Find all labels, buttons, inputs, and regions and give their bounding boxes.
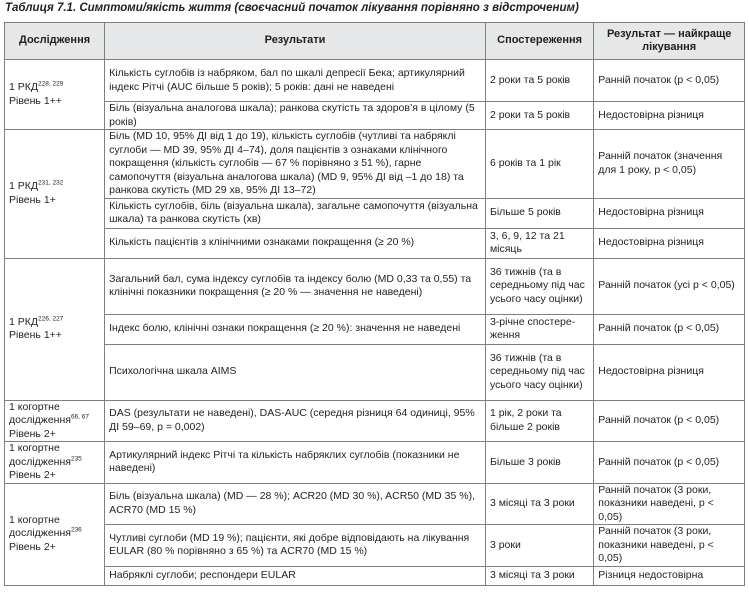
observation-cell: 3-річне спостереження bbox=[485, 314, 593, 344]
observation-cell: 6 років та 1 рік bbox=[485, 130, 593, 199]
best-treatment-cell: Недостовірна різниця bbox=[594, 102, 745, 130]
observation-cell: 36 тижнів (та в середньому під час усього часу оцінки) bbox=[485, 258, 593, 314]
result-cell: Кількість пацієнтів з клінічними ознаками покращення (≥ 20 %) bbox=[105, 228, 486, 258]
table-row bbox=[5, 566, 745, 585]
result-cell: Загальний бал, сума індексу суглобів та індексу болю (MD 0,33 та 0,55) та клінічні показники покращення (≥ 20 % — значення не наведені) bbox=[105, 258, 486, 314]
result-cell: Біль (візуальна аналогова шкала); ранкова скутість та здоров’я в цілому (5 років) bbox=[105, 102, 486, 130]
evidence-level: Рівень 1++ bbox=[9, 94, 62, 107]
study-name: 1 когортне дослідження bbox=[9, 442, 71, 468]
result-cell: Артикулярний індекс Рітчі та кількість набряклих суглобів (показники не наведені) bbox=[105, 442, 486, 484]
table-row bbox=[5, 130, 745, 199]
table-header-row bbox=[5, 23, 745, 60]
study-cell bbox=[5, 400, 105, 442]
observation-cell: Більше 3 років bbox=[485, 442, 593, 484]
evidence-level: Рівень 2+ bbox=[9, 540, 56, 553]
observation-cell: 1 рік, 2 роки та більше 2 років bbox=[485, 400, 593, 442]
result-cell: Індекс болю, клінічні ознаки покращення (≥ 20 %): значення не наведені bbox=[105, 314, 486, 344]
observation-cell: 3 місяці та 3 роки bbox=[485, 566, 593, 585]
study-cell bbox=[5, 130, 105, 259]
table-row bbox=[5, 400, 745, 442]
table-row bbox=[5, 314, 745, 344]
table-row bbox=[5, 525, 745, 567]
table-caption: Таблиця 7.1. Симптоми/якість життя (своєчасний початок лікування порівняно з відстроченим) bbox=[5, 2, 579, 14]
result-cell: Кількість суглобів, біль (візуальна шкала), загальне самопочуття (візуальна шкала) та ранкова скутість (хв) bbox=[105, 198, 486, 228]
study-references: 66, 67 bbox=[70, 413, 90, 421]
table-row bbox=[5, 258, 745, 314]
result-cell: Психологічна шкала AIMS bbox=[105, 344, 486, 400]
result-cell: DAS (результати не наведені), DAS-AUC (середня різниця 64 одиниці, 95% ДІ 59–69, р = 0,002) bbox=[105, 400, 486, 442]
study-references: 226, 227 bbox=[38, 315, 64, 322]
best-treatment-cell: Ранній початок (р < 0,05) bbox=[594, 314, 745, 344]
evidence-level: Рівень 1+ bbox=[9, 193, 56, 206]
best-treatment-cell: Ранній початок (р < 0,05) bbox=[594, 442, 745, 484]
observation-cell: 3 роки bbox=[485, 525, 593, 567]
study-references: 235 bbox=[70, 455, 82, 462]
study-references: 228, 229 bbox=[38, 80, 64, 88]
study-cell bbox=[5, 442, 105, 484]
study-cell bbox=[5, 60, 105, 130]
best-treatment-cell: Ранній початок (р < 0,05) bbox=[594, 60, 745, 102]
best-treatment-cell: Недостовірна різниця bbox=[594, 344, 745, 400]
observation-cell: 2 роки та 5 років bbox=[485, 60, 593, 102]
table-body bbox=[5, 60, 745, 586]
result-cell: Чутливі суглоби (MD 19 %); пацієнти, які добре відповідають на лікування EULAR (80 % порівняно з 65 %) та ACR70 (MD 15 %) bbox=[105, 525, 486, 567]
header-observation: Спостереження bbox=[485, 23, 593, 60]
table-row bbox=[5, 228, 745, 258]
evidence-level: Рівень 2+ bbox=[9, 427, 56, 440]
observation-cell: Більше 5 років bbox=[485, 198, 593, 228]
study-cell bbox=[5, 483, 105, 585]
best-treatment-cell: Недостовірна різниця bbox=[594, 228, 745, 258]
best-treatment-cell: Ранній початок (усі р < 0,05) bbox=[594, 258, 745, 314]
table-row bbox=[5, 60, 745, 102]
table-row bbox=[5, 102, 745, 130]
table-row bbox=[5, 198, 745, 228]
evidence-level: Рівень 2+ bbox=[9, 469, 56, 481]
study-references: 231, 232 bbox=[38, 179, 64, 187]
best-treatment-cell: Ранній початок (3 роки, показники наведені, р < 0,05) bbox=[594, 525, 745, 567]
best-treatment-cell: Недостовірна різниця bbox=[594, 198, 745, 228]
result-cell: Набряклі суглоби; респондери EULAR bbox=[105, 566, 486, 585]
result-cell: Кількість суглобів із набряком, бал по шкалі депресії Бека; артикулярний індекс Рітчі (AUC більше 5 років); 5 років: дані не наведені bbox=[105, 60, 486, 102]
study-references: 236 bbox=[70, 526, 82, 534]
study-name: 1 РКД bbox=[9, 81, 38, 93]
table-row bbox=[5, 442, 745, 484]
study-name: 1 когортне дослідження bbox=[9, 513, 71, 540]
observation-cell: 2 роки та 5 років bbox=[485, 102, 593, 130]
study-name: 1 РКД bbox=[9, 315, 38, 328]
best-treatment-cell: Ранній початок (значення для 1 року, р < 0,05) bbox=[594, 130, 745, 199]
study-name: 1 РКД bbox=[9, 180, 38, 193]
results-table bbox=[4, 22, 745, 586]
header-results: Результати bbox=[105, 23, 486, 60]
header-study: Дослідження bbox=[5, 23, 105, 60]
study-name: 1 когортне дослідження bbox=[9, 400, 71, 426]
best-treatment-cell: Ранній початок (3 роки, показники наведені, р < 0,05) bbox=[594, 483, 745, 525]
study-cell bbox=[5, 258, 105, 400]
observation-cell: 3 місяці та 3 роки bbox=[485, 483, 593, 525]
best-treatment-cell: Різниця недостовірна bbox=[594, 566, 745, 585]
observation-cell: 36 тижнів (та в середньому під час усього часу оцінки) bbox=[485, 344, 593, 400]
best-treatment-cell: Ранній початок (р < 0,05) bbox=[594, 400, 745, 442]
evidence-level: Рівень 1++ bbox=[9, 329, 62, 341]
result-cell: Біль (візуальна шкала) (MD — 28 %); ACR20 (MD 30 %), ACR50 (MD 35 %), ACR70 (MD 15 %) bbox=[105, 483, 486, 525]
result-cell: Біль (MD 10, 95% ДІ від 1 до 19), кількість суглобів (чутливі та набряклі суглоби — MD 39, 95% ДІ 4–74), доля пацієнтів з ознаками клінічного покращення (кількість суглобів — 67 % порівняно з 51 %), гарне самопочуття (візуальна аналогова шкала) (MD 9, 95% ДІ від –1 до 18) та ранкова скутість (MD 29 хв, 95% ДІ 13–72) bbox=[105, 130, 486, 199]
observation-cell: 3, 6, 9, 12 та 21 місяць bbox=[485, 228, 593, 258]
header-best-treatment: Результат — найкраще лікування bbox=[594, 23, 745, 60]
table-row bbox=[5, 483, 745, 525]
table-row bbox=[5, 344, 745, 400]
